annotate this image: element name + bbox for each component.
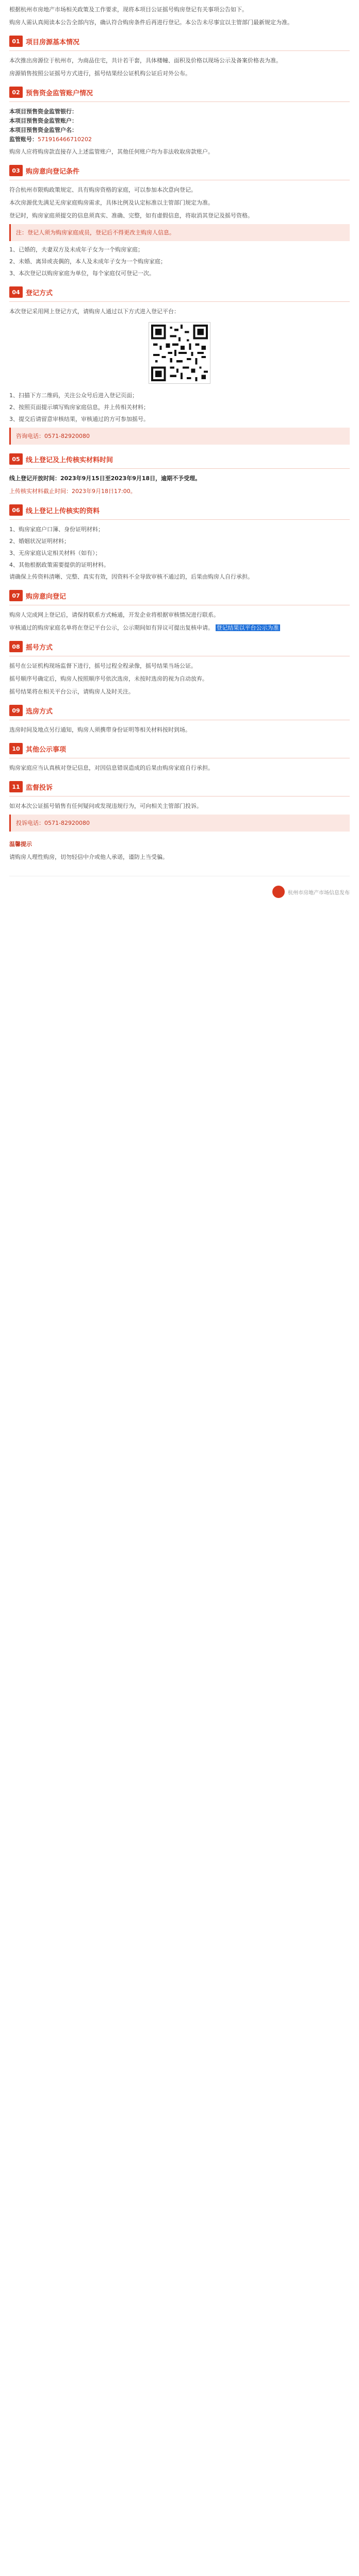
section-header (9, 640, 350, 653)
paragraph: 符合杭州市限购政策规定、具有购房资格的家庭，可以参加本次意向登记。 (9, 187, 197, 193)
section-03 (9, 164, 350, 278)
paragraph: 摇号顺序号确定后，购房人按照顺序号依次选房，未按时选房的视为自动放弃。 (9, 675, 208, 682)
list-item: 2、婚姻状况证明材料； (9, 538, 70, 545)
section-header (9, 742, 350, 755)
paragraph: 线上登记开放时间：2023年9月15日至2023年9月18日，逾期不予受理。 (9, 475, 201, 482)
section-header (9, 286, 350, 298)
section-05 (9, 453, 350, 496)
section-10 (9, 742, 350, 772)
section-title: 其他公示事项 (26, 745, 67, 754)
paragraph: 购房家庭应当认真核对登记信息，对因信息错误造成的后果由购房家庭自行承担。 (9, 765, 214, 771)
intro-block (9, 0, 350, 27)
section-title: 摇号方式 (26, 643, 53, 652)
paragraph: 本次房源优先满足无房家庭购房需求，具体比例及认定标准以主管部门规定为准。 (9, 199, 214, 206)
section-number: 10 (9, 743, 23, 754)
list-item: 4、其他根据政策需要提供的证明材料。 (9, 562, 109, 568)
section-header (9, 35, 350, 47)
notice-box: 咨询电话：0571-82920080 (9, 428, 350, 445)
paragraph: 如对本次公证摇号销售有任何疑问或发现违规行为，可向相关主管部门投诉。 (9, 803, 202, 809)
section-divider (9, 519, 350, 520)
paragraph: 摇号结果将在相关平台公示，请购房人及时关注。 (9, 688, 134, 695)
section-09 (9, 704, 350, 734)
section-02 (9, 86, 350, 156)
section-header (9, 781, 350, 793)
list-item: 1、购房家庭户口簿、身份证明材料； (9, 526, 104, 533)
section-number: 11 (9, 781, 23, 792)
document-page (0, 0, 359, 908)
section-title: 登记方式 (26, 289, 53, 297)
section-divider (9, 301, 350, 302)
section-header (9, 86, 350, 98)
qr-code-wrapper (9, 322, 350, 384)
section-number: 03 (9, 165, 23, 176)
section-divider (9, 468, 350, 469)
section-number: 07 (9, 590, 23, 601)
paragraph: 选房时间及地点另行通知，购房人须携带身份证明等相关材料按时到场。 (9, 726, 191, 733)
section-number: 06 (9, 504, 23, 516)
list-item: 2、未婚、离异或丧偶的，本人及未成年子女为一个购房家庭； (9, 258, 166, 265)
section-08 (9, 640, 350, 696)
paragraph: 上传核实材料截止时间：2023年9月18日17:00。 (9, 488, 136, 495)
list-item: 1、已婚的，夫妻双方及未成年子女为一个购房家庭； (9, 246, 143, 253)
section-11 (9, 781, 350, 832)
section-header (9, 504, 350, 516)
logo-icon (272, 886, 285, 898)
footer-source: 杭州市房地产市场信息发布 (288, 890, 350, 896)
section-title: 购房意向登记条件 (26, 167, 80, 176)
section-title: 线上登记上传核实的资料 (26, 507, 100, 515)
section-title: 监督投诉 (26, 784, 53, 792)
section-title: 购房意向登记 (26, 592, 67, 601)
closing-section (9, 840, 350, 861)
section-header (9, 704, 350, 717)
section-number: 08 (9, 641, 23, 652)
section-header (9, 164, 350, 177)
section-07 (9, 589, 350, 632)
section-number: 04 (9, 286, 23, 298)
section-number: 09 (9, 705, 23, 716)
notice-box: 投诉电话：0571-82920080 (9, 815, 350, 832)
qr-code-icon[interactable] (149, 322, 210, 384)
list-item: 1、扫描下方二维码，关注公众号后进入登记页面； (9, 392, 138, 399)
footer (9, 876, 350, 908)
section-title: 项目房源基本情况 (26, 38, 80, 46)
highlighted-text: 登记结果以平台公示为准 (216, 624, 279, 631)
bank-info-row: 监管账号：571916466710202 (9, 136, 92, 143)
section-06 (9, 504, 350, 581)
closing-title: 温馨提示 (9, 841, 32, 848)
paragraph: 登记时，购房家庭须提交的信息须真实、准确、完整，如有虚假信息，将取消其登记及摇号资格。 (9, 212, 253, 219)
paragraph: 审核通过的购房家庭名单将在登记平台公示，公示期间如有异议可提出复核申请。 登记结果以平台公示为准 (9, 624, 279, 631)
section-title: 线上登记及上传核实材料时间 (26, 456, 113, 464)
paragraph: 摇号在公证机构现场监督下进行，摇号过程全程录像，摇号结果当场公证。 (9, 663, 197, 669)
section-01 (9, 35, 350, 78)
notice-box: 注：登记人须为购房家庭成员，登记后不得更改主购房人信息。 (9, 224, 350, 241)
list-item: 3、本次登记以购房家庭为单位，每个家庭仅可登记一次。 (9, 270, 155, 277)
section-number: 01 (9, 36, 23, 47)
section-title: 选房方式 (26, 707, 53, 716)
bank-info-row: 本项目预售资金监管户名： (9, 127, 77, 133)
section-number: 05 (9, 453, 23, 465)
section-title: 预售资金监管账户情况 (26, 89, 93, 97)
section-divider (9, 101, 350, 102)
section-number: 02 (9, 87, 23, 98)
closing-text: 请购房人理性购房，切勿轻信中介或他人承诺，谨防上当受骗。 (9, 854, 168, 860)
bank-info-row: 本项目预售资金监管账户： (9, 117, 77, 124)
section-header (9, 453, 350, 465)
intro-paragraph: 购房人需认真阅读本公告全部内容，确认符合购房条件后再进行登记。本公告未尽事宜以主管部门最新规定为准。 (9, 19, 293, 26)
paragraph: 本次推出房源位于杭州市，为商品住宅，共计若干套，具体楼幢、面积及价格以现场公示及备案价格表为准。 (9, 57, 282, 64)
paragraph: 房源销售按照公证摇号方式进行，摇号结果经公证机构公证后对外公布。 (9, 70, 191, 77)
paragraph: 购房人完成网上登记后，请保持联系方式畅通，开发企业将根据审核情况进行联系。 (9, 612, 219, 618)
section-header (9, 589, 350, 602)
list-item: 3、无房家庭认定相关材料（如有）； (9, 550, 101, 556)
intro-paragraph: 根据杭州市房地产市场相关政策及工作要求，现将本项目公证摇号购房登记有关事项公告如下。 (9, 6, 248, 13)
bank-info-row: 本项目预售资金监管银行： (9, 108, 77, 115)
list-item: 2、按照页面提示填写购房家庭信息，并上传相关材料； (9, 404, 149, 411)
paragraph: 请确保上传资料清晰、完整、真实有效，因资料不全导致审核不通过的，后果由购房人自行承担。 (9, 573, 253, 580)
paragraph: 本次登记采用网上登记方式，请购房人通过以下方式进入登记平台： (9, 308, 180, 315)
paragraph: 购房人应将购房款直接存入上述监管账户，其他任何账户均为非法收取房款账户。 (9, 148, 214, 155)
section-divider (9, 50, 350, 51)
section-04 (9, 286, 350, 445)
list-item: 3、提交后请留意审核结果，审核通过的方可参加摇号。 (9, 416, 149, 422)
